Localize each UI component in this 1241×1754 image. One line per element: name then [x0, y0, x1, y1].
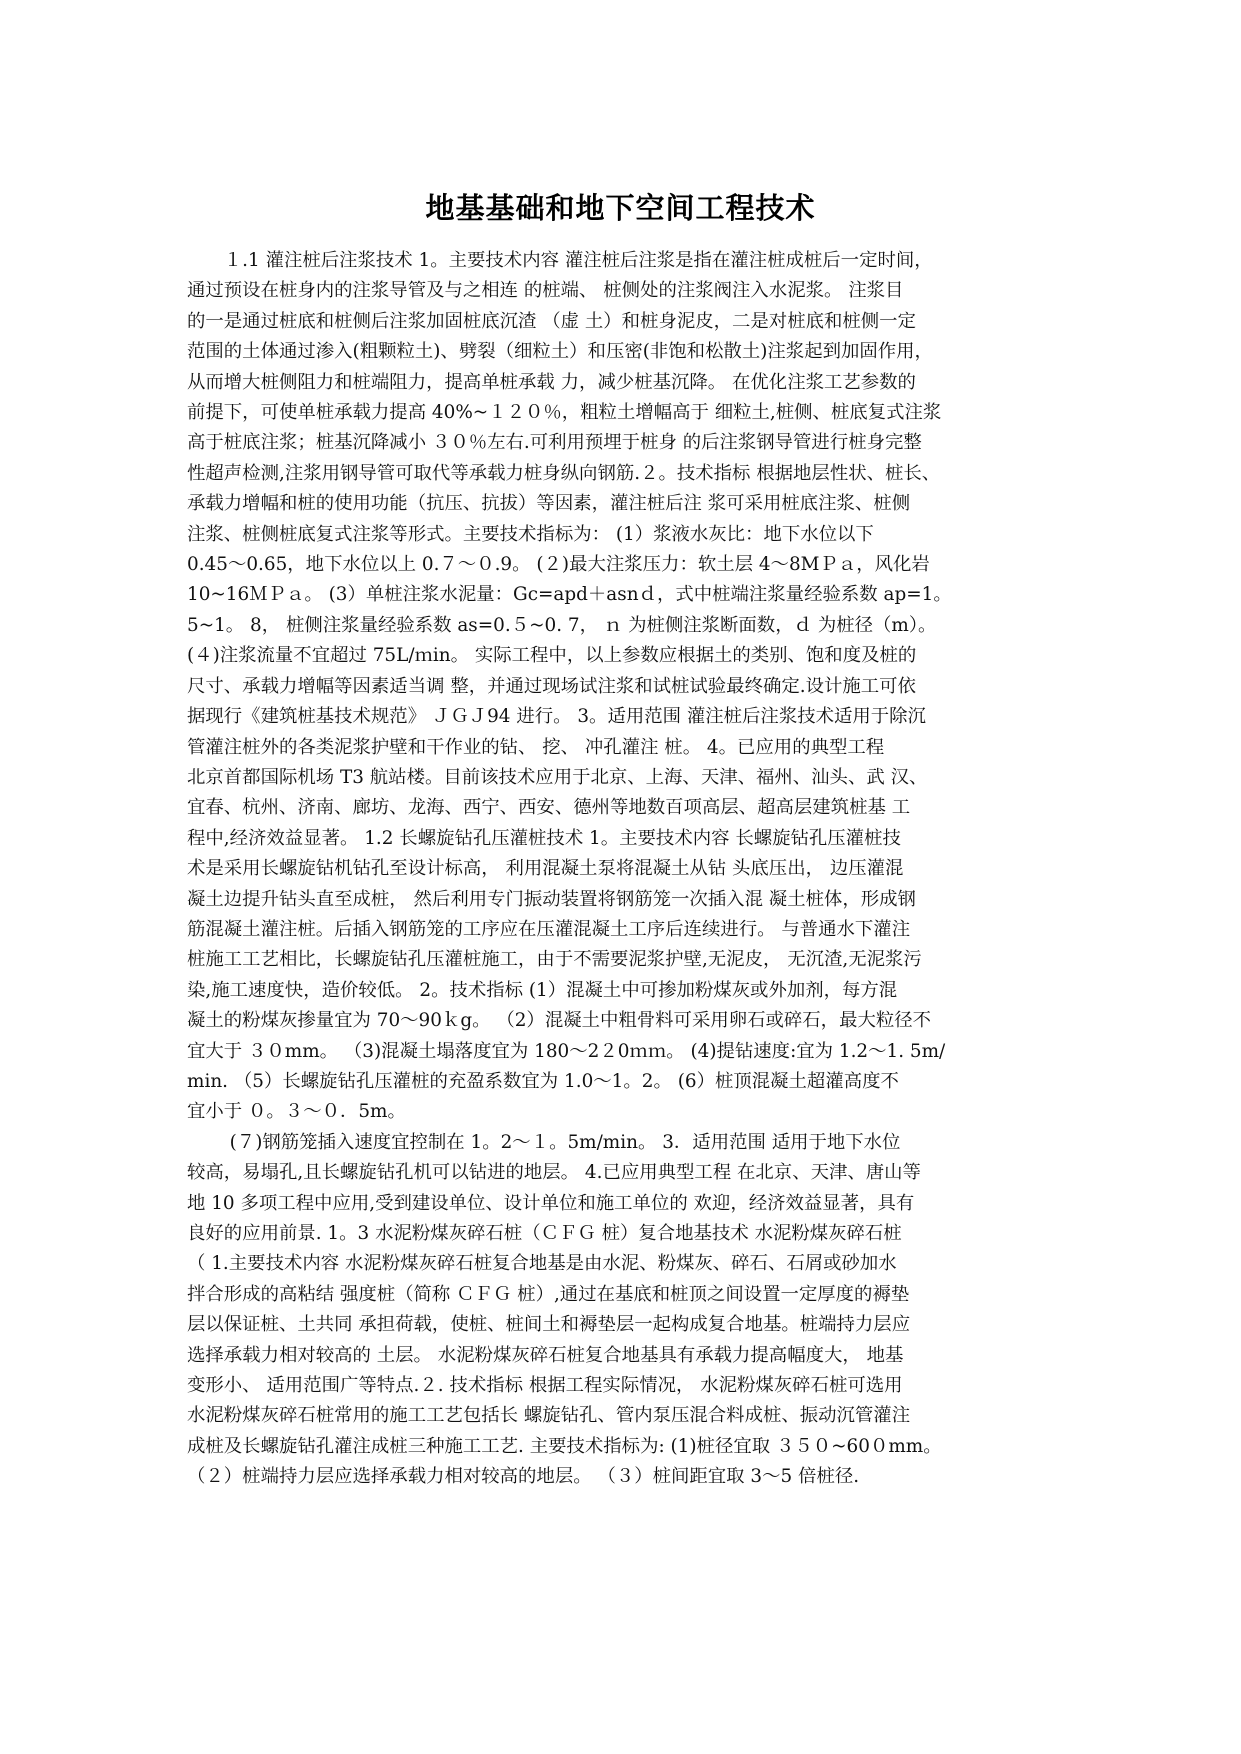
body-text-line: 变形小、 适用范围广等特点.２. 技术指标 根据工程实际情况， 水泥粉煤灰碎石桩可选用	[187, 1375, 903, 1397]
body-text-line: 注浆、桩侧桩底复式注浆等形式。主要技术指标为： (1）浆液水灰比：地下水位以下	[187, 523, 874, 545]
body-text-line: 性超声检测,注浆用钢导管可取代等承载力桩身纵向钢筋.２。技术指标 根据地层性状、桩长、	[187, 462, 941, 484]
body-text-line: 高于桩底注浆；桩基沉降减小 ３０％左右.可利用预埋于桩身 的后注浆钢导管进行桩身完整	[187, 432, 922, 454]
body-text-line: （２）桩端持力层应选择承载力相对较高的地层。 （３）桩间距宜取 3～5 倍桩径.	[187, 1466, 860, 1488]
body-text-line: 术是采用长螺旋钻机钻孔至设计标高， 利用混凝土泵将混凝土从钻 头底压出， 边压灌混	[187, 858, 904, 880]
body-text-line: (４)注浆流量不宜超过 75L/ｍin。 实际工程中，以上参数应根据土的类别、饱和度及桩的	[187, 645, 917, 667]
body-text-line: 10~16ＭＰａ。 (3）单桩注浆水泥量：Gc=apd＋asnｄ，式中桩端注浆量经验系数 ap=1。	[187, 584, 952, 606]
body-text-line: 从而增大桩侧阻力和桩端阻力，提高单桩承载 力，减少桩基沉降。 在优化注浆工艺参数的	[187, 371, 916, 393]
body-text-line: 凝土的粉煤灰掺量宜为 70～90ｋg。 （2）混凝土中粗骨料可采用卵石或碎石，最大粒径不	[187, 1010, 932, 1032]
body-text-line: min. （5）长螺旋钻孔压灌桩的充盈系数宜为 1.0～1。2。 (6）桩顶混凝土超灌高度不	[187, 1070, 899, 1092]
body-text-line: 凝土边提升钻头直至成桩， 然后利用专门振动装置将钢筋笼一次插入混 凝土桩体，形成钢	[187, 888, 916, 910]
body-text-line: 尺寸、承载力增幅等因素适当调 整，并通过现场试注浆和试桩试验最终确定.设计施工可依	[187, 675, 916, 697]
body-text-line: １.1 灌注桩后注浆技术 1。主要技术内容 灌注桩后注浆是指在灌注桩成桩后一定时间，	[187, 250, 933, 271]
body-text-line: 成桩及长螺旋钻孔灌注成桩三种施工工艺. 主要技术指标为: (1)桩径宜取 ３５０~60０mm。	[187, 1435, 942, 1457]
document-body	[187, 246, 1055, 1493]
body-text-line: 染,施工速度快，造价较低。 2。技术指标 (1）混凝土中可掺加粉煤灰或外加剂，每方混	[187, 979, 898, 1001]
body-text-line: 通过预设在桩身内的注浆导管及与之相连 的桩端、 桩侧处的注浆阀注入水泥浆。 注浆目	[187, 280, 904, 302]
body-text-line: 据现行《建筑桩基技术规范》 ＪＧＪ94 进行。 3。适用范围 灌注桩后注浆技术适用于除沉	[187, 706, 926, 728]
body-text-line: 较高，易塌孔,且长螺旋钻孔机可以钻进的地层。 4.已应用典型工程 在北京、天津、唐山等	[187, 1162, 921, 1184]
body-text-line: 筋混凝土灌注桩。后插入钢筋笼的工序应在压灌混凝土工序后连续进行。 与普通水下灌注	[187, 918, 911, 940]
document-title: 地基基础和地下空间工程技术	[425, 191, 816, 225]
body-text-line: 拌合形成的高粘结 强度桩（简称 ＣＦＧ 桩）,通过在基底和桩顶之间设置一定厚度的褥垫	[187, 1283, 910, 1305]
body-text-line: (７)钢筋笼插入速度宜控制在 1。2～１。5m/min。 3．适用范围 适用于地下水位	[187, 1131, 901, 1153]
body-text-line: 5~1。 8， 桩侧注浆量经验系数 as=0.５~0. 7， ｎ 为桩侧注浆断面数，ｄ 为桩径（m）。	[187, 614, 937, 636]
body-text-line: （ 1.主要技术内容 水泥粉煤灰碎石桩复合地基是由水泥、粉煤灰、碎石、石屑或砂加水	[187, 1253, 897, 1275]
body-text-line: 北京首都国际机场 T3 航站楼。目前该技术应用于北京、上海、天津、福州、汕头、武 汉、	[187, 766, 928, 788]
body-text-line: 管灌注桩外的各类泥浆护壁和干作业的钻、 挖、 冲孔灌注 桩。 4。已应用的典型工程	[187, 736, 885, 758]
body-text-line: 宜大于 ３０mm。 （3)混凝土塌落度宜为 180～2２0ｍｍ。 (4)提钻速度:宜为 1.2～1. 5m/	[187, 1040, 946, 1062]
body-text-line: 的一是通过桩底和桩侧后注浆加固桩底沉渣 （虚 土）和桩身泥皮，二是对桩底和桩侧一定	[187, 310, 916, 332]
body-text-line: 地 10 多项工程中应用,受到建设单位、设计单位和施工单位的 欢迎，经济效益显著，具有	[187, 1192, 915, 1214]
body-text-line: 层以保证桩、土共同 承担荷载，使桩、桩间土和褥垫层一起构成复合地基。桩端持力层应	[187, 1314, 911, 1336]
body-text-line: 范围的土体通过渗入(粗颗粒土)、劈裂（细粒土）和压密(非饱和松散土)注浆起到加固作用，	[187, 341, 933, 363]
body-text-line: 0.45～0.65，地下水位以上 0.７～０.9。 (２)最大注浆压力：软土层 4～8MＰａ，风化岩	[187, 554, 930, 576]
body-text-line: 桩施工工艺相比，长螺旋钻孔压灌桩施工，由于不需要泥浆护壁,无泥皮， 无沉渣,无泥浆污	[187, 949, 922, 971]
body-text-line: 宜小于 ０。３～０．5m。	[187, 1101, 406, 1123]
body-text-line: 水泥粉煤灰碎石桩常用的施工工艺包括长 螺旋钻孔、管内泵压混合料成桩、振动沉管灌注	[187, 1405, 911, 1427]
body-text-line: 前提下，可使单桩承载力提高 40%~１２０％，粗粒土增幅高于 细粒土,桩侧、桩底复式注浆	[187, 402, 942, 424]
body-text-line: 良好的应用前景. 1。3 水泥粉煤灰碎石桩（ＣＦＧ 桩）复合地基技术 水泥粉煤灰碎石桩	[187, 1223, 902, 1244]
body-text-line: 选择承载力相对较高的 土层。 水泥粉煤灰碎石桩复合地基具有承载力提高幅度大， 地基	[187, 1344, 904, 1366]
body-text-line: 程中,经济效益显著。 1.2 长螺旋钻孔压灌桩技术 1。主要技术内容 长螺旋钻孔压灌桩技	[187, 827, 901, 849]
body-text-line: 承载力增幅和桩的使用功能（抗压、抗拔）等因素，灌注桩后注 浆可采用桩底注浆、桩侧	[187, 493, 911, 515]
body-text-line: 宜春、杭州、济南、廊坊、龙海、西宁、西安、德州等地数百项高层、超高层建筑桩基 工	[187, 797, 911, 819]
